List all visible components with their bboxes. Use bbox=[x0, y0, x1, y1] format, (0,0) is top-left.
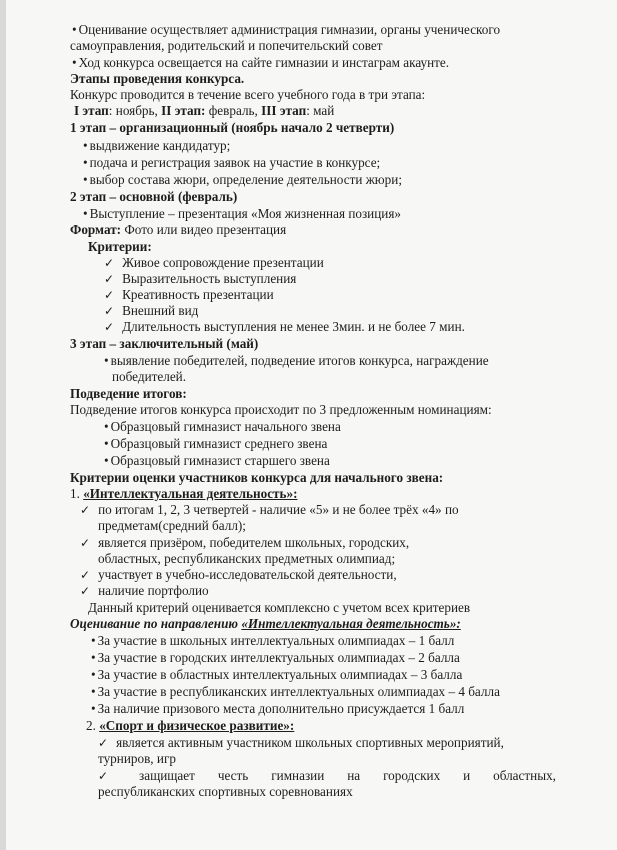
stage1-item-2: • подача и регистрация заявок на участие в конкурсе; bbox=[83, 155, 380, 171]
stage2-heading: 2 этап – основной (февраль) bbox=[70, 189, 238, 204]
c1-item-2-line-1: ✓ является призёром, победителем школьных, городских, bbox=[80, 535, 409, 551]
stage1-item-3: • выбор состава жюри, определение деятельности жюри; bbox=[83, 172, 402, 188]
c1-direction bbox=[70, 616, 461, 632]
stage3-month: : май bbox=[306, 103, 335, 118]
points-item-1: • За участие в школьных интеллектуальных олимпиадах – 1 балл bbox=[91, 633, 454, 649]
stage1-label: I этап bbox=[74, 103, 109, 118]
format-value: Фото или видео презентация bbox=[121, 222, 287, 237]
stages-schedule bbox=[74, 103, 334, 119]
c1-item-4: ✓ наличие портфолио bbox=[80, 583, 209, 599]
nomination-2: • Образцовый гимназист среднего звена bbox=[104, 436, 327, 452]
stage1-heading: 1 этап – организационный (ноябрь начало 2 четверти) bbox=[70, 120, 395, 135]
intro-line-2: самоуправления, родительский и попечительский совет bbox=[70, 38, 383, 53]
format-line bbox=[70, 222, 286, 238]
criteria-heading: Критерии: bbox=[88, 239, 152, 254]
criterion-2-number: 2. bbox=[86, 718, 100, 733]
c2-word-5: городских bbox=[383, 768, 441, 783]
stage1-item-1: • выдвижение кандидатур; bbox=[83, 138, 230, 154]
format-label: Формат: bbox=[70, 222, 122, 237]
c2-word-6: и bbox=[463, 768, 471, 783]
stages-heading: Этапы проведения конкурса. bbox=[70, 71, 245, 86]
points-item-4: • За участие в республиканских интеллектуальных олимпиадах – 4 балла bbox=[91, 684, 500, 700]
stage3-label: III этап bbox=[261, 103, 307, 118]
c2-word-7: областных, bbox=[493, 768, 556, 783]
stage2-month: февраль, bbox=[205, 103, 262, 118]
c1-direction-prefix: Оценивание по направлению bbox=[70, 616, 242, 631]
criterion-2-title bbox=[86, 718, 294, 734]
criterion-1-title bbox=[70, 486, 298, 502]
stage1-month: : ноябрь, bbox=[108, 103, 162, 118]
criterion-2-name: «Спорт и физическое развитие»: bbox=[99, 718, 295, 733]
c1-item-1-line-1: ✓ по итогам 1, 2, 3 четвертей - наличие «5» и не более трёх «4» по bbox=[80, 502, 459, 518]
stage3-item-line-1: • выявление победителей, подведение итогов конкурса, награждение bbox=[104, 353, 489, 369]
criteria-item-4: ✓ Внешний вид bbox=[104, 303, 198, 319]
c2-item-2-line-1 bbox=[98, 768, 556, 784]
c2-item-2-line-2: республиканских спортивных соревнованиях bbox=[98, 784, 353, 799]
stage3-heading: 3 этап – заключительный (май) bbox=[70, 336, 259, 351]
intro-line-1: • Оценивание осуществляет администрация гимназии, органы ученического bbox=[72, 22, 500, 38]
intro-line-3: • Ход конкурса освещается на сайте гимназии и инстаграм акаунте. bbox=[72, 55, 449, 71]
scan-edge bbox=[0, 0, 6, 850]
c2-word-1: ✓ защищает bbox=[139, 768, 195, 783]
criterion-1-name: «Интеллектуальная деятельность»: bbox=[83, 486, 298, 501]
nomination-1: • Образцовый гимназист начального звена bbox=[104, 419, 341, 435]
criteria-item-2: ✓ Выразительность выступления bbox=[104, 271, 296, 287]
evaluation-heading: Критерии оценки участников конкурса для начального звена: bbox=[70, 470, 444, 485]
c1-direction-title: «Интеллектуальная деятельность»: bbox=[241, 616, 461, 631]
c2-item-1-line-2: турниров, игр bbox=[98, 751, 176, 766]
nomination-3: • Образцовый гимназист старшего звена bbox=[104, 453, 330, 469]
points-item-2: • За участие в городских интеллектуальных олимпиадах – 2 балла bbox=[91, 650, 460, 666]
c2-word-3: гимназии bbox=[271, 768, 325, 783]
results-heading: Подведение итогов: bbox=[70, 386, 187, 401]
c2-item-1-line-1: ✓ является активным участником школьных спортивных мероприятий, bbox=[98, 735, 504, 751]
points-item-3: • За участие в областных интеллектуальных олимпиадах – 3 балла bbox=[91, 667, 462, 683]
c2-word-2: честь bbox=[217, 768, 249, 783]
stage2-item: • Выступление – презентация «Моя жизненная позиция» bbox=[83, 206, 401, 222]
criterion-1-number: 1. bbox=[70, 486, 84, 501]
points-item-5: • За наличие призового места дополнительно присуждается 1 балл bbox=[91, 701, 464, 717]
c2-word-4: на bbox=[347, 768, 361, 783]
c1-item-2-line-2: областных, республиканских предметных олимпиад; bbox=[98, 551, 396, 566]
criteria-item-1: ✓ Живое сопровождение презентации bbox=[104, 255, 324, 271]
results-desc: Подведение итогов конкурса происходит по 3 предложенным номинациям: bbox=[70, 402, 492, 417]
c1-item-1-line-2: предметам(средний балл); bbox=[98, 518, 246, 533]
criteria-item-5: ✓ Длительность выступления не менее 3мин. и не более 7 мин. bbox=[104, 319, 465, 335]
c1-note: Данный критерий оценивается комплексно с учетом всех критериев bbox=[88, 600, 471, 615]
stage3-item-line-2: победителей. bbox=[112, 369, 187, 384]
stages-desc: Конкурс проводится в течение всего учебного года в три этапа: bbox=[70, 87, 426, 102]
criteria-item-3: ✓ Креативность презентации bbox=[104, 287, 274, 303]
stage2-label: II этап: bbox=[161, 103, 206, 118]
c1-item-3: ✓ участвует в учебно-исследовательской деятельности, bbox=[80, 567, 397, 583]
